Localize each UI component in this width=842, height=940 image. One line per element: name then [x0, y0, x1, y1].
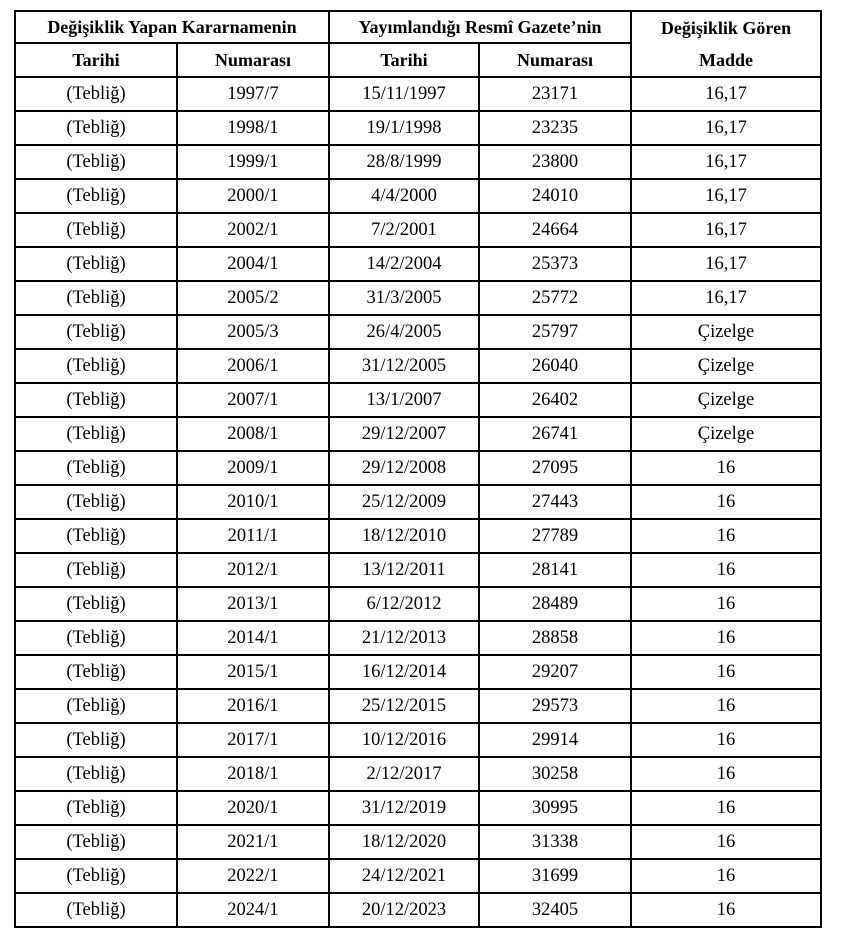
article-cell: 16: [631, 893, 821, 927]
table-row: [15, 213, 821, 247]
table-row: [15, 757, 821, 791]
article-cell: 16: [631, 587, 821, 621]
article-cell: 16: [631, 485, 821, 519]
decree-type-cell: (Tebliğ): [15, 383, 177, 417]
gazette-date-cell: 2/12/2017: [329, 757, 479, 791]
article-cell: Çizelge: [631, 383, 821, 417]
article-cell: 16,17: [631, 247, 821, 281]
decree-type-cell: (Tebliğ): [15, 621, 177, 655]
table-row: [15, 417, 821, 451]
decree-type-cell: (Tebliğ): [15, 77, 177, 111]
gazette-date-cell: 7/2/2001: [329, 213, 479, 247]
gazette-date-cell: 25/12/2015: [329, 689, 479, 723]
article-cell: 16,17: [631, 281, 821, 315]
gazette-number-cell: 26040: [479, 349, 631, 383]
gazette-date-cell: 31/12/2005: [329, 349, 479, 383]
gazette-number-cell: 31338: [479, 825, 631, 859]
decree-type-cell: (Tebliğ): [15, 655, 177, 689]
header-gazette-date: Tarihi: [329, 43, 479, 77]
article-cell: 16: [631, 859, 821, 893]
gazette-date-cell: 29/12/2008: [329, 451, 479, 485]
decree-number-cell: 2005/3: [177, 315, 329, 349]
table-row: [15, 553, 821, 587]
decree-number-cell: 2010/1: [177, 485, 329, 519]
gazette-number-cell: 32405: [479, 893, 631, 927]
gazette-number-cell: 23800: [479, 145, 631, 179]
decree-number-cell: 2008/1: [177, 417, 329, 451]
gazette-date-cell: 13/12/2011: [329, 553, 479, 587]
article-cell: 16,17: [631, 179, 821, 213]
decree-type-cell: (Tebliğ): [15, 315, 177, 349]
decree-number-cell: 2021/1: [177, 825, 329, 859]
decree-type-cell: (Tebliğ): [15, 349, 177, 383]
gazette-date-cell: 31/12/2019: [329, 791, 479, 825]
decree-number-cell: 1999/1: [177, 145, 329, 179]
header-decree-date: Tarihi: [15, 43, 177, 77]
table-row: [15, 281, 821, 315]
gazette-date-cell: 16/12/2014: [329, 655, 479, 689]
decree-type-cell: (Tebliğ): [15, 757, 177, 791]
decree-number-cell: 2004/1: [177, 247, 329, 281]
gazette-date-cell: 26/4/2005: [329, 315, 479, 349]
article-cell: 16,17: [631, 145, 821, 179]
decree-number-cell: 2018/1: [177, 757, 329, 791]
decree-number-cell: 2000/1: [177, 179, 329, 213]
article-cell: Çizelge: [631, 315, 821, 349]
table-row: [15, 621, 821, 655]
gazette-date-cell: 31/3/2005: [329, 281, 479, 315]
gazette-number-cell: 28141: [479, 553, 631, 587]
gazette-number-cell: 28489: [479, 587, 631, 621]
table-row: [15, 349, 821, 383]
decree-number-cell: 2011/1: [177, 519, 329, 553]
decree-number-cell: 2005/2: [177, 281, 329, 315]
gazette-number-cell: 29573: [479, 689, 631, 723]
table-row: [15, 383, 821, 417]
gazette-number-cell: 24010: [479, 179, 631, 213]
table-body: [15, 77, 821, 927]
gazette-date-cell: 18/12/2010: [329, 519, 479, 553]
gazette-date-cell: 28/8/1999: [329, 145, 479, 179]
decree-type-cell: (Tebliğ): [15, 111, 177, 145]
decree-number-cell: 2007/1: [177, 383, 329, 417]
article-cell: 16: [631, 791, 821, 825]
article-cell: 16: [631, 655, 821, 689]
article-cell: 16,17: [631, 77, 821, 111]
decree-type-cell: (Tebliğ): [15, 553, 177, 587]
header-decree-group: Değişiklik Yapan Kararnamenin: [15, 11, 329, 43]
amendment-table: [14, 10, 822, 928]
gazette-number-cell: 23235: [479, 111, 631, 145]
decree-number-cell: 2009/1: [177, 451, 329, 485]
gazette-date-cell: 24/12/2021: [329, 859, 479, 893]
decree-type-cell: (Tebliğ): [15, 247, 177, 281]
gazette-date-cell: 21/12/2013: [329, 621, 479, 655]
gazette-number-cell: 27443: [479, 485, 631, 519]
decree-type-cell: (Tebliğ): [15, 689, 177, 723]
gazette-number-cell: 27095: [479, 451, 631, 485]
table-row: [15, 689, 821, 723]
decree-type-cell: (Tebliğ): [15, 179, 177, 213]
table-row: [15, 723, 821, 757]
article-cell: Çizelge: [631, 349, 821, 383]
table-row: [15, 519, 821, 553]
table-row: [15, 451, 821, 485]
decree-type-cell: (Tebliğ): [15, 859, 177, 893]
article-cell: 16: [631, 723, 821, 757]
decree-number-cell: 1998/1: [177, 111, 329, 145]
gazette-number-cell: 29914: [479, 723, 631, 757]
header-decree-number: Numarası: [177, 43, 329, 77]
decree-type-cell: (Tebliğ): [15, 451, 177, 485]
gazette-number-cell: 26741: [479, 417, 631, 451]
decree-number-cell: 2024/1: [177, 893, 329, 927]
decree-number-cell: 2006/1: [177, 349, 329, 383]
gazette-number-cell: 28858: [479, 621, 631, 655]
gazette-date-cell: 10/12/2016: [329, 723, 479, 757]
decree-number-cell: 2020/1: [177, 791, 329, 825]
gazette-date-cell: 4/4/2000: [329, 179, 479, 213]
article-cell: 16: [631, 519, 821, 553]
table-row: [15, 179, 821, 213]
decree-type-cell: (Tebliğ): [15, 893, 177, 927]
gazette-number-cell: 27789: [479, 519, 631, 553]
article-cell: 16: [631, 757, 821, 791]
table-row: [15, 825, 821, 859]
decree-type-cell: (Tebliğ): [15, 825, 177, 859]
table-row: [15, 111, 821, 145]
decree-type-cell: (Tebliğ): [15, 519, 177, 553]
header-article: [631, 11, 821, 77]
gazette-date-cell: 15/11/1997: [329, 77, 479, 111]
table-row: [15, 655, 821, 689]
header-gazette-number: Numarası: [479, 43, 631, 77]
gazette-date-cell: 25/12/2009: [329, 485, 479, 519]
table-row: [15, 145, 821, 179]
decree-type-cell: (Tebliğ): [15, 417, 177, 451]
decree-type-cell: (Tebliğ): [15, 213, 177, 247]
decree-type-cell: (Tebliğ): [15, 587, 177, 621]
gazette-number-cell: 24664: [479, 213, 631, 247]
header-article-line2: Madde: [699, 50, 753, 70]
gazette-date-cell: 29/12/2007: [329, 417, 479, 451]
gazette-number-cell: 29207: [479, 655, 631, 689]
gazette-date-cell: 14/2/2004: [329, 247, 479, 281]
table-row: [15, 791, 821, 825]
decree-type-cell: (Tebliğ): [15, 485, 177, 519]
decree-number-cell: 2022/1: [177, 859, 329, 893]
table-row: [15, 315, 821, 349]
decree-number-cell: 2014/1: [177, 621, 329, 655]
table-row: [15, 247, 821, 281]
header-gazette-group: Yayımlandığı Resmî Gazete’nin: [329, 11, 631, 43]
decree-number-cell: 2002/1: [177, 213, 329, 247]
gazette-number-cell: 23171: [479, 77, 631, 111]
header-row-group: [15, 11, 821, 43]
gazette-date-cell: 19/1/1998: [329, 111, 479, 145]
table-row: [15, 893, 821, 927]
table-row: [15, 77, 821, 111]
gazette-date-cell: 18/12/2020: [329, 825, 479, 859]
gazette-number-cell: 30995: [479, 791, 631, 825]
gazette-number-cell: 25772: [479, 281, 631, 315]
gazette-date-cell: 13/1/2007: [329, 383, 479, 417]
header-article-line1: Değişiklik Gören: [660, 18, 792, 38]
decree-number-cell: 1997/7: [177, 77, 329, 111]
article-cell: 16: [631, 825, 821, 859]
gazette-date-cell: 6/12/2012: [329, 587, 479, 621]
table-row: [15, 485, 821, 519]
decree-number-cell: 2013/1: [177, 587, 329, 621]
decree-type-cell: (Tebliğ): [15, 791, 177, 825]
article-cell: 16: [631, 451, 821, 485]
decree-number-cell: 2015/1: [177, 655, 329, 689]
table-row: [15, 587, 821, 621]
decree-type-cell: (Tebliğ): [15, 145, 177, 179]
decree-type-cell: (Tebliğ): [15, 281, 177, 315]
gazette-number-cell: 26402: [479, 383, 631, 417]
gazette-number-cell: 31699: [479, 859, 631, 893]
article-cell: 16: [631, 553, 821, 587]
decree-number-cell: 2016/1: [177, 689, 329, 723]
article-cell: 16,17: [631, 213, 821, 247]
gazette-number-cell: 30258: [479, 757, 631, 791]
gazette-number-cell: 25797: [479, 315, 631, 349]
article-cell: Çizelge: [631, 417, 821, 451]
article-cell: 16: [631, 689, 821, 723]
decree-type-cell: (Tebliğ): [15, 723, 177, 757]
gazette-number-cell: 25373: [479, 247, 631, 281]
article-cell: 16,17: [631, 111, 821, 145]
table-row: [15, 859, 821, 893]
decree-number-cell: 2017/1: [177, 723, 329, 757]
decree-number-cell: 2012/1: [177, 553, 329, 587]
article-cell: 16: [631, 621, 821, 655]
gazette-date-cell: 20/12/2023: [329, 893, 479, 927]
